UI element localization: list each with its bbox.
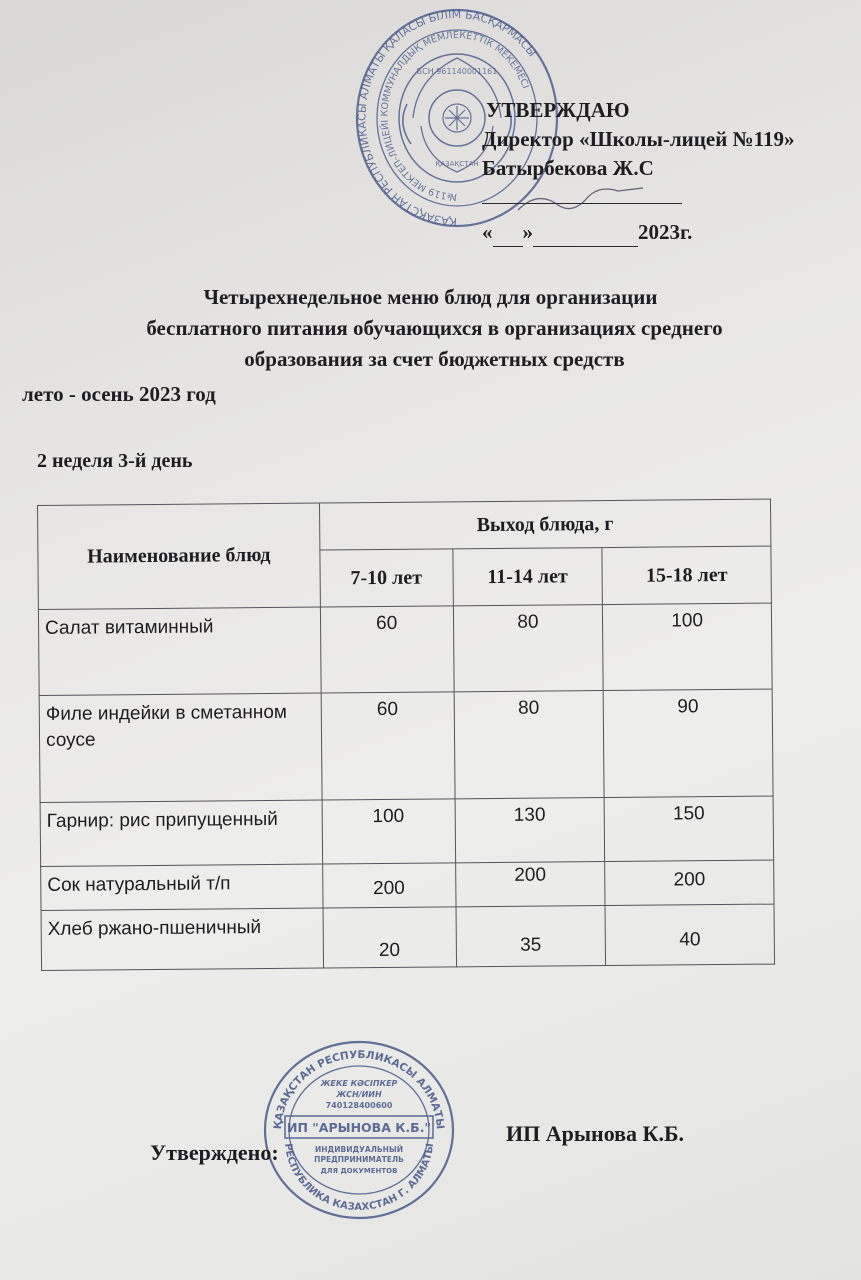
header-age-group: 15-18 лет [602, 546, 771, 604]
table-row [41, 904, 774, 970]
svg-text:ҚАЗАҚСТАН РЕСПУБЛИКАСЫ АЛМАТЫ: ҚАЗАҚСТАН РЕСПУБЛИКАСЫ АЛМАТЫ [271, 1048, 447, 1130]
dish-value: 40 [605, 904, 774, 965]
table-row [39, 689, 773, 802]
day-label: 2 неделя 3-й день [37, 450, 193, 472]
dish-value: 35 [456, 906, 606, 967]
header-age-group: 11-14 лет [452, 548, 602, 606]
table-row [38, 603, 772, 695]
header-dish-name: Наименование блюд [38, 503, 321, 609]
dish-value: 80 [454, 691, 605, 799]
dish-value: 80 [453, 605, 604, 692]
approval-heading: УТВЕРЖДАЮ [486, 98, 630, 122]
svg-text:БСН 961140001161: БСН 961140001161 [416, 67, 498, 76]
svg-text:ИНДИВИДУАЛЬНЫЙ: ИНДИВИДУАЛЬНЫЙ [314, 1145, 404, 1154]
director-signature [508, 180, 658, 225]
svg-text:740128400600: 740128400600 [325, 1101, 393, 1110]
dish-name: Филе индейки в сметанном соусе [39, 693, 322, 802]
dish-value: 100 [322, 799, 455, 864]
dish-name: Сок натуральный т/п [41, 864, 323, 910]
dish-name: Гарнир: рис припущенный [40, 800, 322, 866]
header-age-group: 7-10 лет [320, 549, 453, 607]
entrepreneur-stamp [263, 1040, 455, 1220]
svg-text:ЖСН/ИИН: ЖСН/ИИН [336, 1090, 382, 1099]
svg-text:ПРЕДПРИНИМАТЕЛЬ: ПРЕДПРИНИМАТЕЛЬ [314, 1155, 404, 1164]
dish-value: 60 [320, 606, 454, 693]
svg-text:РЕСПУБЛИКА КАЗАХСТАН Г. АЛМАТЫ: РЕСПУБЛИКА КАЗАХСТАН Г. АЛМАТЫ [282, 1142, 437, 1214]
approval-name: Батырбекова Ж.С [482, 156, 654, 180]
menu-table [37, 499, 775, 971]
table-row [40, 796, 774, 866]
approval-position: Директор «Школы-лицей №119» [482, 127, 795, 151]
dish-value: 60 [321, 692, 455, 800]
dish-value: 130 [455, 798, 605, 863]
approval-date-year: 2023г. [638, 220, 693, 244]
svg-text:ЖЕКЕ КӘСІПКЕР: ЖЕКЕ КӘСІПКЕР [320, 1079, 398, 1088]
svg-text:ҚАЗАҚСТАН РЕСПУБЛИКАСЫ АЛМАТЫ: ҚАЗАҚСТАН РЕСПУБЛИКАСЫ АЛМАТЫ ҚАЛАСЫ БІЛІМ БАСҚАРМАСЫ [355, 8, 539, 229]
svg-text:ДЛЯ ДОКУМЕНТОВ: ДЛЯ ДОКУМЕНТОВ [320, 1167, 398, 1175]
svg-text:№119 МЕКТЕП-ЛИЦЕЙІ КОММУНАЛДЫҚ: №119 МЕКТЕП-ЛИЦЕЙІ КОММУНАЛДЫҚ МЕМЛЕКЕТТІК МЕКЕМЕСІ [379, 29, 531, 203]
approved-label: Утверждено: [150, 1140, 279, 1165]
dish-value: 200 [455, 862, 605, 907]
table-row [41, 860, 774, 910]
entrepreneur-name: ИП Арынова К.Б. [506, 1121, 685, 1146]
dish-value: 200 [322, 863, 455, 908]
dish-value: 90 [603, 689, 773, 797]
svg-text:ИП "АРЫНОВА К.Б.": ИП "АРЫНОВА К.Б." [287, 1120, 431, 1135]
header-output: Выход блюда, г [319, 499, 771, 550]
dish-value: 20 [323, 907, 456, 968]
dish-name: Хлеб ржано-пшеничный [41, 908, 323, 970]
season-label: лето - осень 2023 год [22, 382, 216, 406]
approval-date: « » 2023г. [482, 218, 795, 247]
dish-value: 150 [604, 796, 773, 861]
dish-value: 100 [603, 603, 772, 690]
document-title: Четырехнедельное меню блюд для организации бесплатного питания обучающихся в организациях среднего образования за счет бюджетных средств [146, 285, 723, 371]
dish-value: 200 [605, 860, 774, 905]
svg-text:ҚАЗАҚСТАН: ҚАЗАҚСТАН [435, 160, 479, 168]
dish-name: Салат витаминный [38, 607, 320, 695]
